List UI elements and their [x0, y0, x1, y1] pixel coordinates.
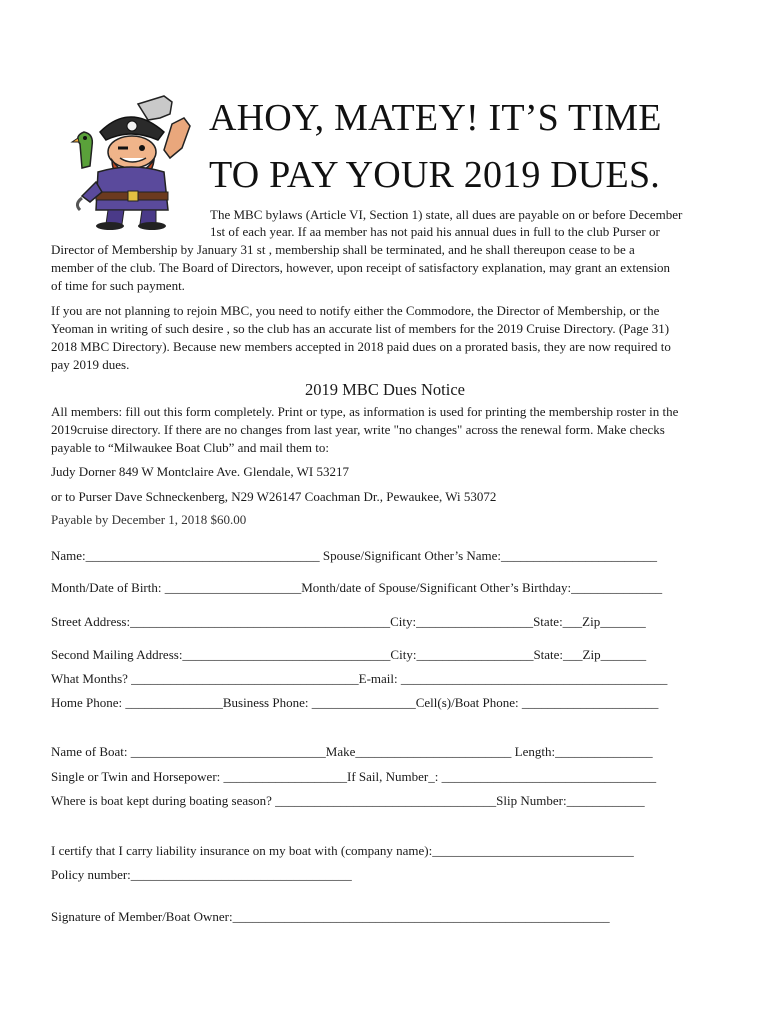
- mailing-address-dorner: Judy Dorner 849 W Montclaire Ave. Glendale, WI 53217: [51, 464, 349, 479]
- mailing-address-purser: or to Purser Dave Schneckenberg, N29 W26147 Coachman Dr., Pewaukee, Wi 53072: [51, 489, 497, 504]
- pirate-illustration: [60, 92, 200, 232]
- notice-line: All members: fill out this form completely. Print or type, as information is used for printing the membership roster in the: [51, 404, 679, 419]
- page-title-line2: TO PAY YOUR 2019 DUES.: [209, 154, 660, 196]
- second-address-field[interactable]: Second Mailing Address:________________________________City:__________________State:___Zip_______: [51, 647, 647, 662]
- rejoin-line: pay 2019 dues.: [51, 357, 130, 372]
- intro-line: member of the club. The Board of Directors, however, upon receipt of satisfactory explanation, may grant an extension: [51, 260, 671, 275]
- rejoin-line: Yeoman in writing of such desire , so the club has an accurate list of members for the 2019 Cruise Directory. (Page 31): [51, 321, 670, 336]
- notice-line: 2019cruise directory. If there are no changes from last year, write "no changes" across the renewal form. Make checks: [51, 422, 665, 437]
- phone-field[interactable]: Home Phone: _______________Business Phone: ________________Cell(s)/Boat Phone: _____________________: [51, 695, 659, 710]
- signature-field[interactable]: Signature of Member/Boat Owner:__________________________________________________________: [51, 909, 610, 924]
- boat-location-field[interactable]: Where is boat kept during boating season? __________________________________Slip Number:____________: [51, 793, 645, 808]
- intro-line: Director of Membership by January 31 st , membership shall be terminated, and he shall thereupon cease to be a: [51, 242, 635, 257]
- rejoin-line: If you are not planning to rejoin MBC, you need to notify either the Commodore, the Director of Membership, or the: [51, 303, 660, 318]
- insurance-field[interactable]: I certify that I carry liability insurance on my boat with (company name):_______________________________: [51, 843, 634, 858]
- policy-number-field[interactable]: Policy number:__________________________________: [51, 867, 352, 882]
- birth-date-field[interactable]: Month/Date of Birth: _____________________Month/date of Spouse/Significant Other’s Birthday:______________: [51, 580, 663, 595]
- intro-line: of time for such payment.: [51, 278, 185, 293]
- intro-line: The MBC bylaws (Article VI, Section 1) state, all dues are payable on or before December: [210, 207, 683, 222]
- rejoin-line: 2018 MBC Directory). Because new members accepted in 2018 paid dues on a prorated basis, they are now required to: [51, 339, 671, 354]
- intro-line: 1st of each year. If aa member has not paid his annual dues in full to the club Purser or: [210, 224, 660, 239]
- horsepower-field[interactable]: Single or Twin and Horsepower: ___________________If Sail, Number_: _________________________________: [51, 769, 657, 784]
- months-email-field[interactable]: What Months? ___________________________________E-mail: _________________________________________: [51, 671, 668, 686]
- boat-name-field[interactable]: Name of Boat: ______________________________Make________________________ Length:_______________: [51, 744, 653, 759]
- name-field[interactable]: Name:____________________________________ Spouse/Significant Other’s Name:________________________: [51, 548, 658, 563]
- page-title-line1: AHOY, MATEY! IT’S TIME: [209, 97, 662, 139]
- notice-line: payable to “Milwaukee Boat Club” and mail them to:: [51, 440, 329, 455]
- notice-title: 2019 MBC Dues Notice: [305, 380, 465, 399]
- payable-note: Payable by December 1, 2018 $60.00: [51, 512, 247, 527]
- street-address-field[interactable]: Street Address:________________________________________City:__________________State:___Zip_______: [51, 614, 646, 629]
